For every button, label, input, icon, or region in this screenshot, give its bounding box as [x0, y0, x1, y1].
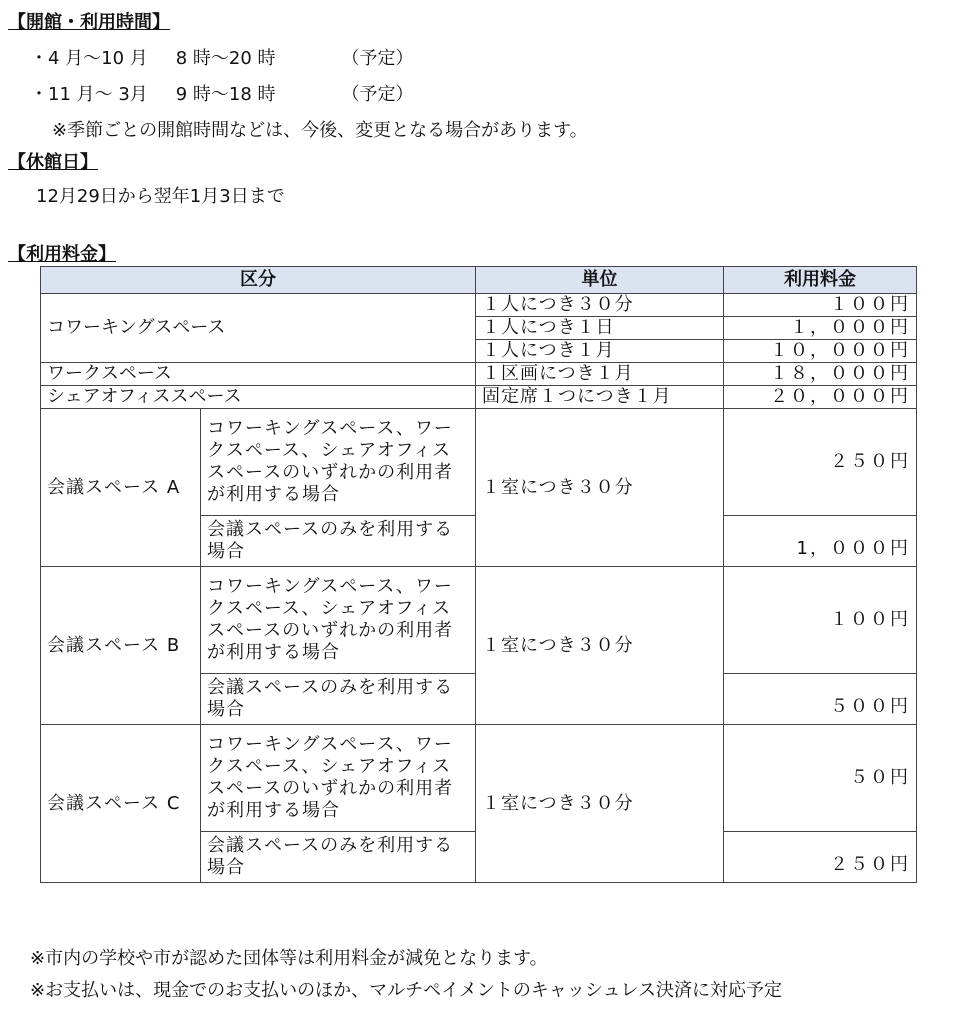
unit-cell: １区画につき１月 [476, 363, 724, 386]
condition-cell: 会議スペースのみを利用する場合 [201, 832, 476, 883]
unit-cell: １室につき３０分 [476, 567, 724, 725]
hours-heading: 【開館・利用時間】 [8, 12, 170, 33]
closed-heading: 【休館日】 [8, 152, 98, 173]
hours-time: 9 時～18 時 [175, 84, 276, 105]
column-header: 利用料金 [724, 267, 917, 294]
note-discount: ※市内の学校や市が認めた団体等は利用料金が減免となります。 [30, 948, 548, 969]
price-cell: ２５０円 [724, 832, 917, 883]
price-cell: ２０，０００円 [724, 386, 917, 409]
unit-cell: １室につき３０分 [476, 409, 724, 567]
hours-period: ・4 月～10 月 [30, 48, 148, 69]
condition-cell: コワーキングスペース、ワークスペース、シェアオフィススペースのいずれかの利用者が利用する場合 [201, 567, 476, 674]
hours-row [30, 44, 413, 70]
unit-cell: １人につき１月 [476, 340, 724, 363]
hours-period: ・11 月～ 3月 [30, 84, 148, 105]
condition-cell: 会議スペースのみを利用する場合 [201, 674, 476, 725]
condition-cell: コワーキングスペース、ワークスペース、シェアオフィススペースのいずれかの利用者が利用する場合 [201, 409, 476, 516]
price-cell: １８，０００円 [724, 363, 917, 386]
hours-note: （予定） [341, 84, 414, 105]
table-row [41, 567, 917, 674]
price-cell: １，０００円 [724, 317, 917, 340]
condition-cell: 会議スペースのみを利用する場合 [201, 516, 476, 567]
hours-time: 8 時～20 時 [175, 48, 276, 69]
category-cell: ワークスペース [41, 363, 476, 386]
table-row [41, 386, 917, 409]
price-cell: １００円 [724, 294, 917, 317]
fee-table [40, 266, 917, 883]
price-cell: 1，０００円 [724, 516, 917, 567]
price-cell: ２５０円 [724, 409, 917, 516]
price-cell: １０，０００円 [724, 340, 917, 363]
fees-heading: 【利用料金】 [8, 244, 116, 265]
unit-cell: １人につき１日 [476, 317, 724, 340]
table-row [41, 725, 917, 832]
price-cell: ５００円 [724, 674, 917, 725]
unit-cell: 固定席１つにつき１月 [476, 386, 724, 409]
table-row [41, 363, 917, 386]
price-cell: ５０円 [724, 725, 917, 832]
closed-text: 12月29日から翌年1月3日まで [36, 186, 285, 207]
hours-note: （予定） [341, 48, 414, 69]
note-payment: ※お支払いは、現金でのお支払いのほか、マルチペイメントのキャッシュレス決済に対応予定 [30, 980, 782, 1001]
category-cell: コワーキングスペース [41, 294, 476, 363]
price-cell: １００円 [724, 567, 917, 674]
category-cell: シェアオフィススペース [41, 386, 476, 409]
hours-remark: ※季節ごとの開館時間などは、今後、変更となる場合があります。 [52, 120, 588, 141]
hours-row [30, 80, 413, 106]
table-header-row [41, 267, 917, 294]
table-row [41, 409, 917, 516]
unit-cell: １人につき３０分 [476, 294, 724, 317]
column-header: 区分 [41, 267, 476, 294]
meeting-name-cell: 会議スペース B [41, 567, 201, 725]
table-row [41, 294, 917, 317]
condition-cell: コワーキングスペース、ワークスペース、シェアオフィススペースのいずれかの利用者が利用する場合 [201, 725, 476, 832]
meeting-name-cell: 会議スペース A [41, 409, 201, 567]
meeting-name-cell: 会議スペース C [41, 725, 201, 883]
column-header: 単位 [476, 267, 724, 294]
unit-cell: １室につき３０分 [476, 725, 724, 883]
